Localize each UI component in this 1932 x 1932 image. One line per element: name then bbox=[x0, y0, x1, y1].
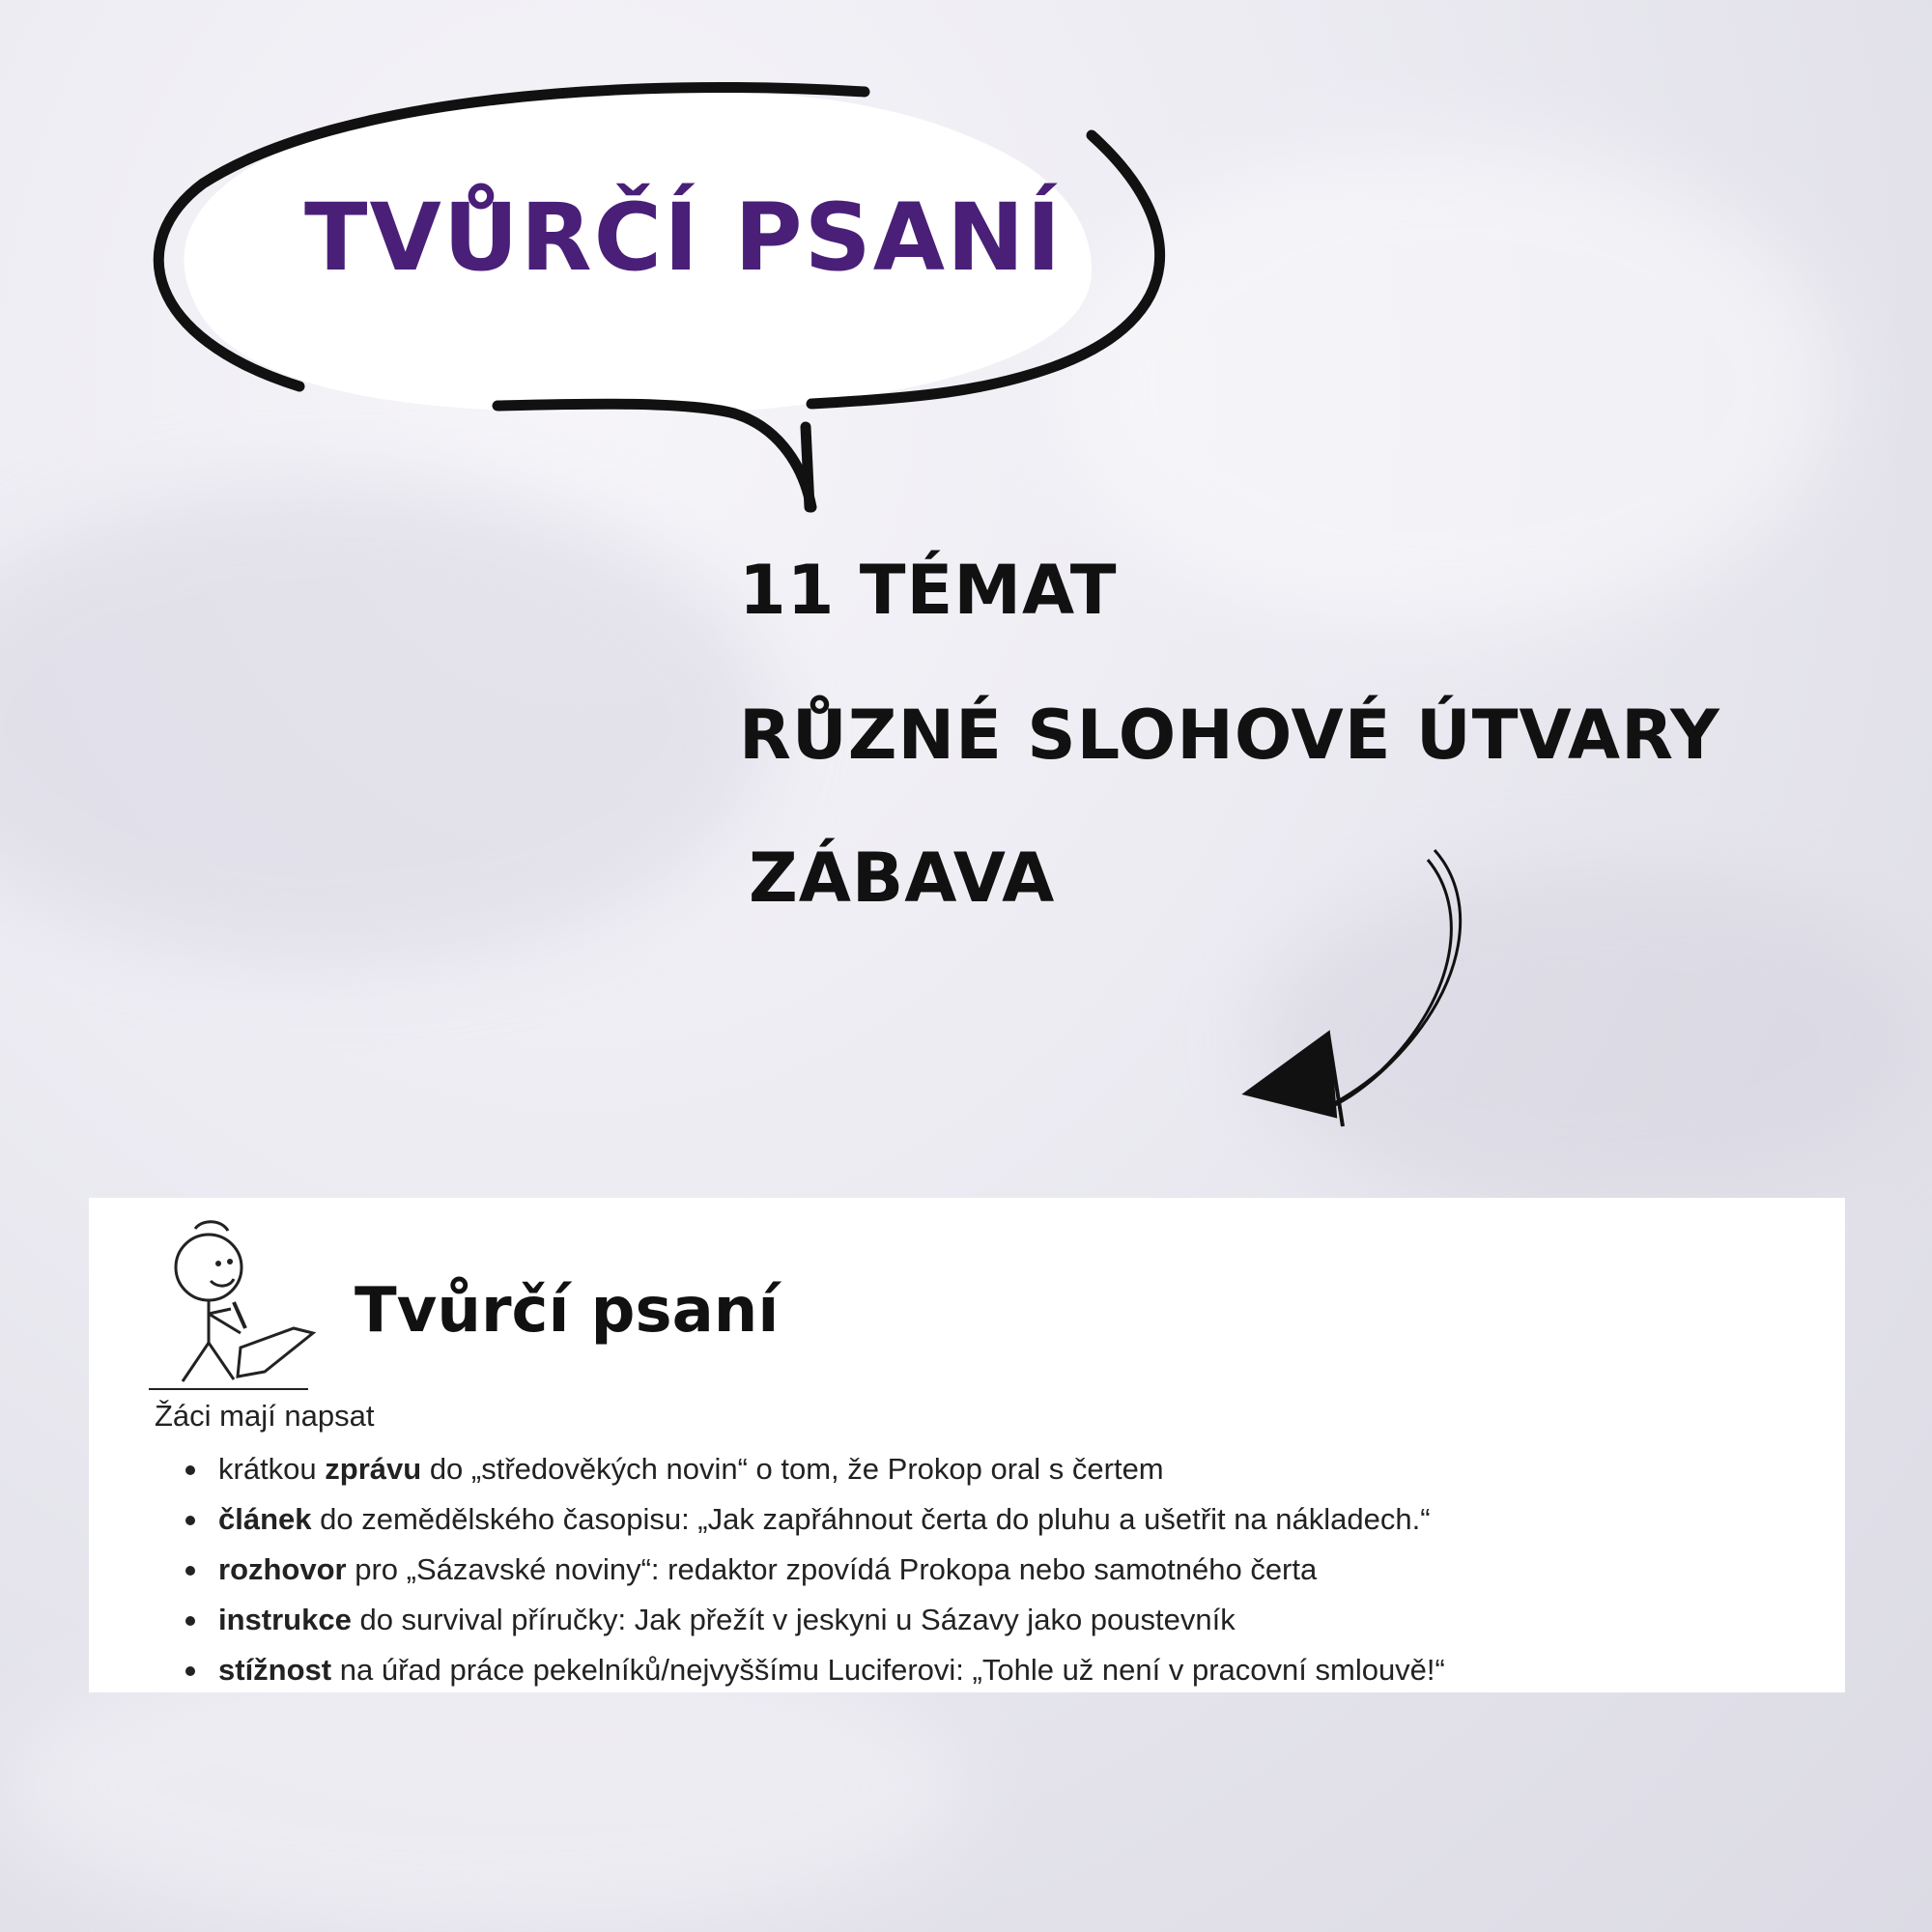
item-text: do „středověkých novin“ o tom, že Prokop oral s čertem bbox=[421, 1452, 1164, 1486]
curved-arrow-icon bbox=[1227, 840, 1497, 1140]
card-intro: Žáci mají napsat bbox=[155, 1399, 375, 1433]
highlight-writing-forms: RŮZNÉ SLOHOVÉ ÚTVARY bbox=[739, 696, 1720, 775]
item-keyword: instrukce bbox=[218, 1603, 352, 1636]
item-keyword: stížnost bbox=[218, 1653, 332, 1687]
item-keyword: rozhovor bbox=[218, 1552, 347, 1586]
list-item bbox=[185, 1595, 1445, 1645]
highlight-topics-count: 11 TÉMAT bbox=[739, 551, 1118, 630]
speech-bubble-icon bbox=[145, 77, 1208, 522]
item-text: do survival příručky: Jak přežít v jeskyni u Sázavy jako poustevník bbox=[351, 1603, 1236, 1636]
card-title: Tvůrčí psaní bbox=[355, 1275, 780, 1347]
highlight-fun: ZÁBAVA bbox=[749, 838, 1056, 918]
list-item bbox=[185, 1444, 1445, 1494]
item-keyword: zprávu bbox=[325, 1452, 422, 1486]
item-text: do zemědělského časopisu: „Jak zapřáhnout čerta do pluhu a ušetřit na nákladech.“ bbox=[311, 1502, 1431, 1536]
task-list bbox=[185, 1444, 1445, 1695]
stickman-writing-icon bbox=[149, 1217, 342, 1410]
page-title: TVŮRČÍ PSANÍ bbox=[304, 184, 1064, 292]
item-text: na úřad práce pekelníků/nejvyššímu Luciferovi: „Tohle už není v pracovní smlouvě!“ bbox=[331, 1653, 1445, 1687]
list-item bbox=[185, 1545, 1445, 1595]
background-cloud bbox=[0, 483, 773, 966]
item-text: pro „Sázavské noviny“: redaktor zpovídá Prokopa nebo samotného čerta bbox=[346, 1552, 1318, 1586]
task-card bbox=[89, 1198, 1845, 1692]
list-item bbox=[185, 1494, 1445, 1545]
item-text: krátkou bbox=[218, 1452, 326, 1486]
list-item bbox=[185, 1645, 1445, 1695]
item-keyword: článek bbox=[218, 1502, 312, 1536]
